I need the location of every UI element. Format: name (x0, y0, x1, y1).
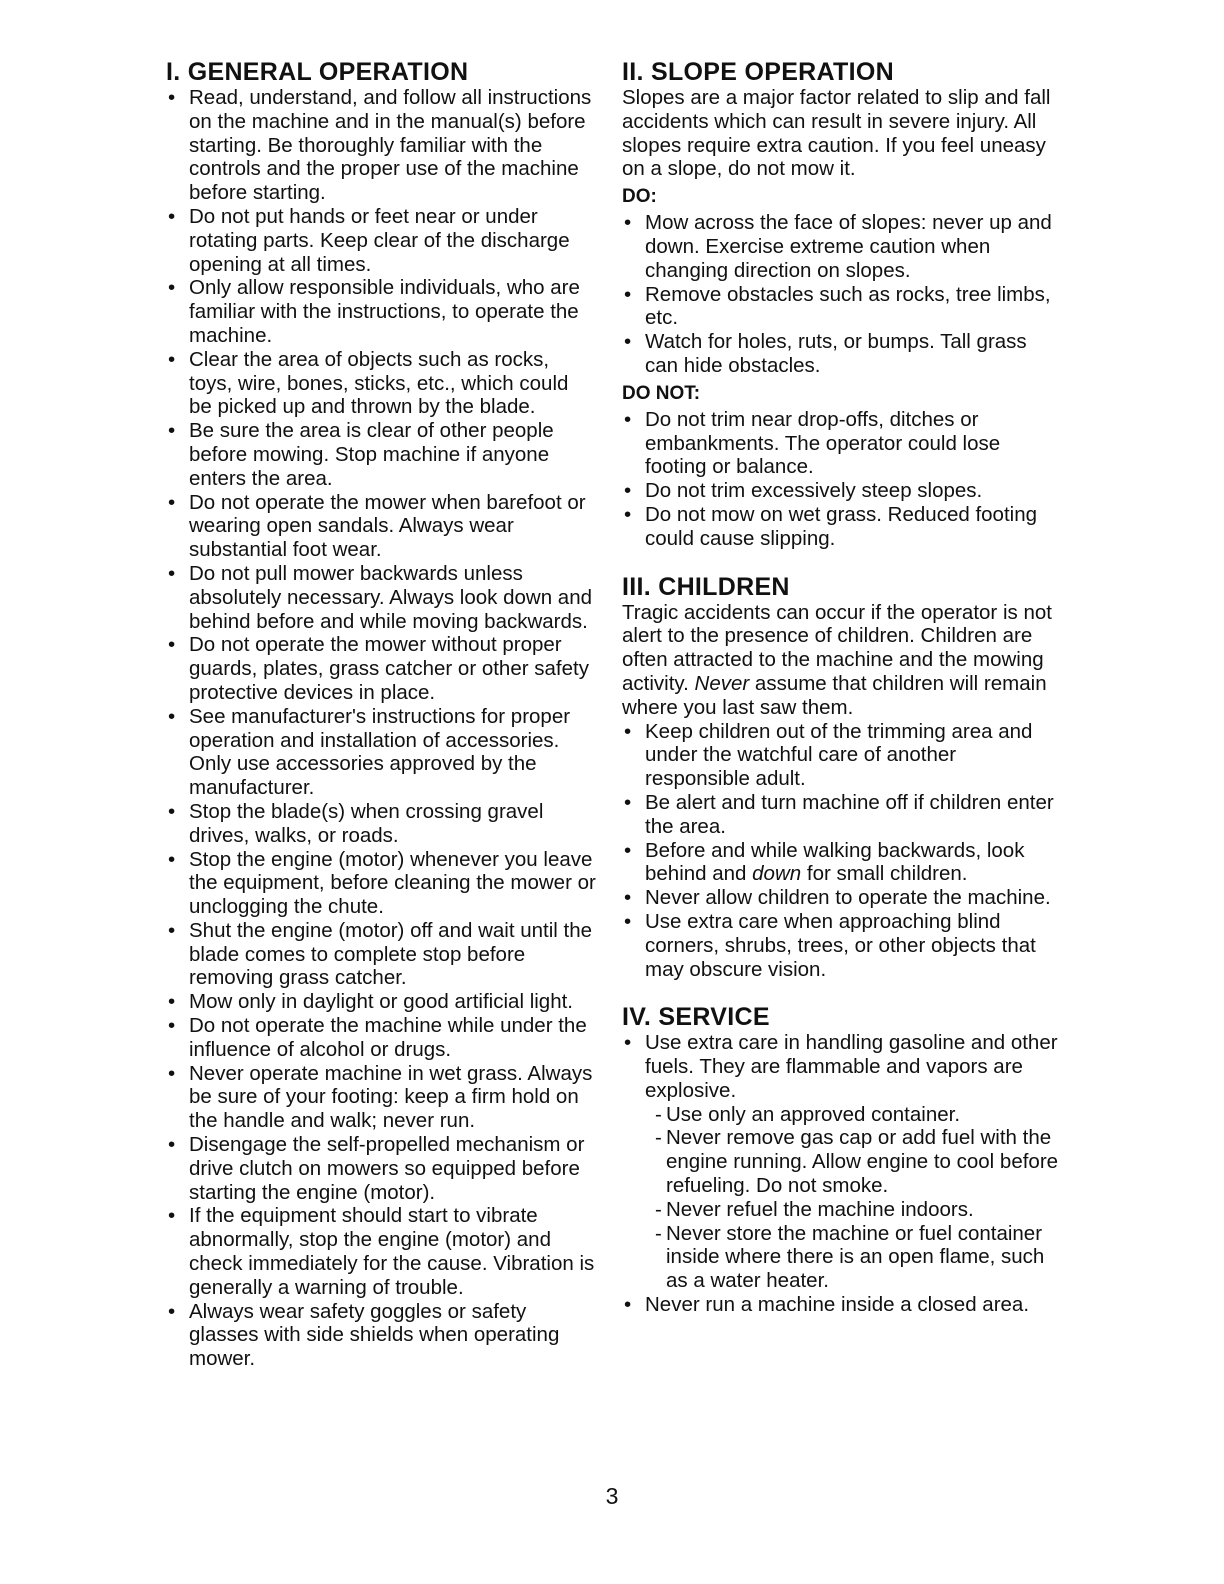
backwards-bullet-start: Before and while walking backwards, look behind and (645, 838, 1025, 886)
list-item: • Never operate machine in wet grass. Always be sure of your footing: keep a firm hold on the handle and walk; never run. (166, 1062, 596, 1133)
do-not-label: DO NOT: (622, 382, 701, 404)
list-item: • Never allow children to operate the machine. (622, 886, 1062, 910)
general-operation-heading: I. GENERAL OPERATION (166, 58, 469, 86)
children-section (622, 573, 1062, 982)
do-list (622, 211, 1062, 378)
children-heading: III. CHILDREN (622, 572, 790, 601)
children-intro (622, 601, 1062, 720)
fuel-bullet-text: Use extra care in handling gasoline and other fuels. They are flammable and vapors are explosive. (645, 1031, 1058, 1102)
sub-list-item: - Never remove gas cap or add fuel with the engine running. Allow engine to cool before refueling. Do not smoke. (655, 1126, 1062, 1197)
list-item: • Mow across the face of slopes: never up and down. Exercise extreme caution when changing direction on slopes. (622, 211, 1062, 282)
list-item: • Shut the engine (motor) off and wait until the blade comes to complete stop before removing grass catcher. (166, 919, 596, 990)
list-item: • Clear the area of objects such as rocks, toys, wire, bones, sticks, etc., which could be picked up and thrown by the blade. (166, 348, 596, 419)
right-column (622, 58, 1062, 1317)
backwards-bullet-emphasis: down (752, 862, 802, 886)
slope-operation-section (622, 58, 1062, 551)
list-item: • Be alert and turn machine off if children enter the area. (622, 791, 1062, 839)
children-intro-start: Tragic accidents can occur if the operator is not alert to the presence of children. Children are often attracted to the machine and the mowing activity. (622, 600, 1052, 695)
list-item: • Always wear safety goggles or safety glasses with side shields when operating mower. (166, 1300, 596, 1371)
list-item: • Watch for holes, ruts, or bumps. Tall grass can hide obstacles. (622, 330, 1062, 378)
fuel-sub-list (645, 1103, 1062, 1293)
slope-operation-heading: II. SLOPE OPERATION (622, 58, 894, 86)
general-operation-list (166, 86, 596, 1371)
backwards-bullet-end: for small children. (801, 862, 968, 886)
list-item: • Do not operate the machine while under the influence of alcohol or drugs. (166, 1014, 596, 1062)
list-item: • Do not operate the mower without proper guards, plates, grass catcher or other safety protective devices in place. (166, 633, 596, 704)
do-label: DO: (622, 186, 657, 208)
children-list (622, 720, 1062, 982)
children-intro-end: assume that children will remain where you last saw them. (622, 671, 1047, 719)
list-item: • If the equipment should start to vibrate abnormally, stop the engine (motor) and check immediately for the cause. Vibration is generally a warning of trouble. (166, 1204, 596, 1299)
service-section (622, 1003, 1062, 1317)
page-number: 3 (605, 1483, 619, 1509)
list-item: • Do not put hands or feet near or under rotating parts. Keep clear of the discharge opening at all times. (166, 205, 596, 276)
left-column (166, 58, 596, 1371)
list-item: • Never run a machine inside a closed area. (622, 1293, 1062, 1317)
list-item: • Stop the engine (motor) whenever you leave the equipment, before cleaning the mower or unclogging the chute. (166, 848, 596, 919)
general-operation-section (166, 58, 596, 1371)
sub-list-item: - Use only an approved container. (655, 1103, 1062, 1127)
service-list (622, 1031, 1062, 1317)
list-item: • Only allow responsible individuals, who are familiar with the instructions, to operate the machine. (166, 276, 596, 347)
service-heading: IV. SERVICE (622, 1003, 770, 1032)
list-item: • Stop the blade(s) when crossing gravel drives, walks, or roads. (166, 800, 596, 848)
list-item: • Do not mow on wet grass. Reduced footing could cause slipping. (622, 503, 1062, 551)
list-item: • See manufacturer's instructions for proper operation and installation of accessories. Only use accessories approved by the manufacturer. (166, 705, 596, 800)
children-intro-emphasis: Never (694, 671, 750, 695)
list-item: • Use extra care when approaching blind corners, shrubs, trees, or other objects that may obscure vision. (622, 910, 1062, 981)
list-item: • Do not pull mower backwards unless absolutely necessary. Always look down and behind before and while moving backwards. (166, 562, 596, 633)
list-item: • Do not trim excessively steep slopes. (622, 479, 1062, 503)
sub-list-item: - Never refuel the machine indoors. (655, 1198, 1062, 1222)
do-not-list (622, 408, 1062, 551)
list-item: • Read, understand, and follow all instructions on the machine and in the manual(s) before starting. Be thoroughly familiar with the controls and the proper use of the machine before starting. (166, 86, 596, 205)
list-item (622, 1031, 1062, 1293)
list-item: • Be sure the area is clear of other people before mowing. Stop machine if anyone enters the area. (166, 419, 596, 490)
list-item: • Do not operate the mower when barefoot or wearing open sandals. Always wear substantial foot wear. (166, 491, 596, 562)
list-item: • Remove obstacles such as rocks, tree limbs, etc. (622, 283, 1062, 331)
list-item: • Do not trim near drop-offs, ditches or embankments. The operator could lose footing or balance. (622, 408, 1062, 479)
list-item (622, 839, 1062, 887)
list-item: • Mow only in daylight or good artificial light. (166, 990, 596, 1014)
list-item: • Keep children out of the trimming area and under the watchful care of another responsible adult. (622, 720, 1062, 791)
list-item: • Disengage the self-propelled mechanism or drive clutch on mowers so equipped before starting the engine (motor). (166, 1133, 596, 1204)
slope-operation-intro: Slopes are a major factor related to slip and fall accidents which can result in severe injury. All slopes require extra caution. If you feel uneasy on a slope, do not mow it. (622, 86, 1051, 181)
sub-list-item: - Never store the machine or fuel container inside where there is an open flame, such as a water heater. (655, 1222, 1062, 1293)
